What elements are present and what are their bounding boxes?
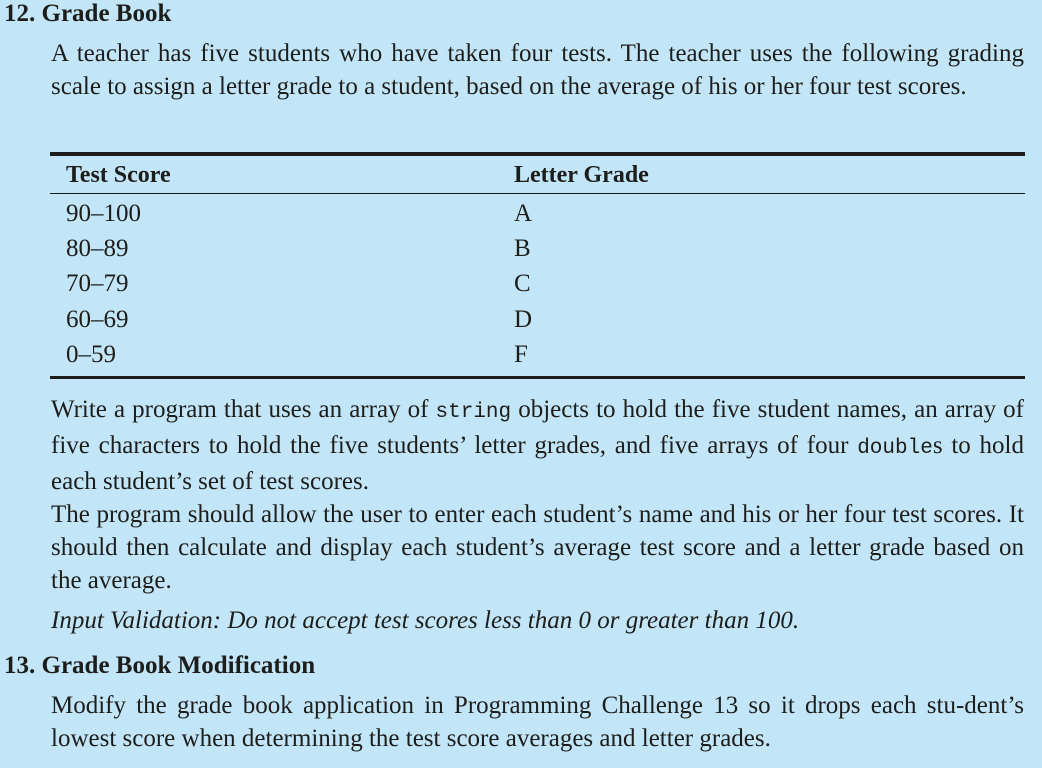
section-12-intro: A teacher has five students who have taken four tests. The teacher uses the following grading scale to assign a letter grade to a student, based on the average of his or her four test scores. xyxy=(51,40,1024,100)
score-range-cell: 70–79 xyxy=(66,270,129,297)
table-row xyxy=(50,302,1025,337)
score-range-cell: 0–59 xyxy=(66,341,116,368)
section-12-behavior: The program should allow the user to enter each student’s name and his or her four test scores. It should then calculate and display each student’s average test score and a letter grade based on the average. xyxy=(51,501,1024,594)
score-range-cell: 80–89 xyxy=(66,235,129,262)
letter-grade-cell: F xyxy=(514,341,528,368)
header-test-score: Test Score xyxy=(66,162,171,188)
requirements-text-3: s to hold each student’s set of test scores. xyxy=(51,432,1024,495)
table-row xyxy=(50,337,1025,372)
table-row xyxy=(50,196,1025,231)
section-13-body: Modify the grade book application in Programming Challenge 13 so it drops each stu-dent’s lowest score when determining the test score averages and letter grades. xyxy=(51,692,1024,752)
table-top-rule xyxy=(50,152,1025,156)
table-row xyxy=(50,266,1025,301)
header-letter-grade: Letter Grade xyxy=(514,162,649,188)
input-validation-note: Input Validation: Do not accept test scores less than 0 or greater than 100. xyxy=(51,607,800,634)
section-12-requirements xyxy=(51,393,1024,498)
grading-scale-table xyxy=(50,152,1025,380)
letter-grade-cell: D xyxy=(514,306,533,333)
code-string: string xyxy=(435,401,512,424)
code-double: double xyxy=(857,437,933,460)
section-12-title: 12. Grade Book xyxy=(4,0,172,27)
letter-grade-cell: C xyxy=(514,270,531,297)
score-range-cell: 90–100 xyxy=(66,200,141,227)
letter-grade-cell: B xyxy=(514,235,531,262)
score-range-cell: 60–69 xyxy=(66,306,129,333)
requirements-text-2: objects to hold the five student names, an array of five characters to hold the five students’ letter grades, and five arrays of four xyxy=(51,396,1024,459)
letter-grade-cell: A xyxy=(514,200,533,227)
requirements-text-1: Write a program that uses an array of xyxy=(51,396,436,423)
table-header-rule xyxy=(50,193,1025,194)
table-row xyxy=(50,231,1025,266)
table-bottom-rule xyxy=(50,376,1025,379)
section-13-title: 13. Grade Book Modification xyxy=(4,652,316,679)
